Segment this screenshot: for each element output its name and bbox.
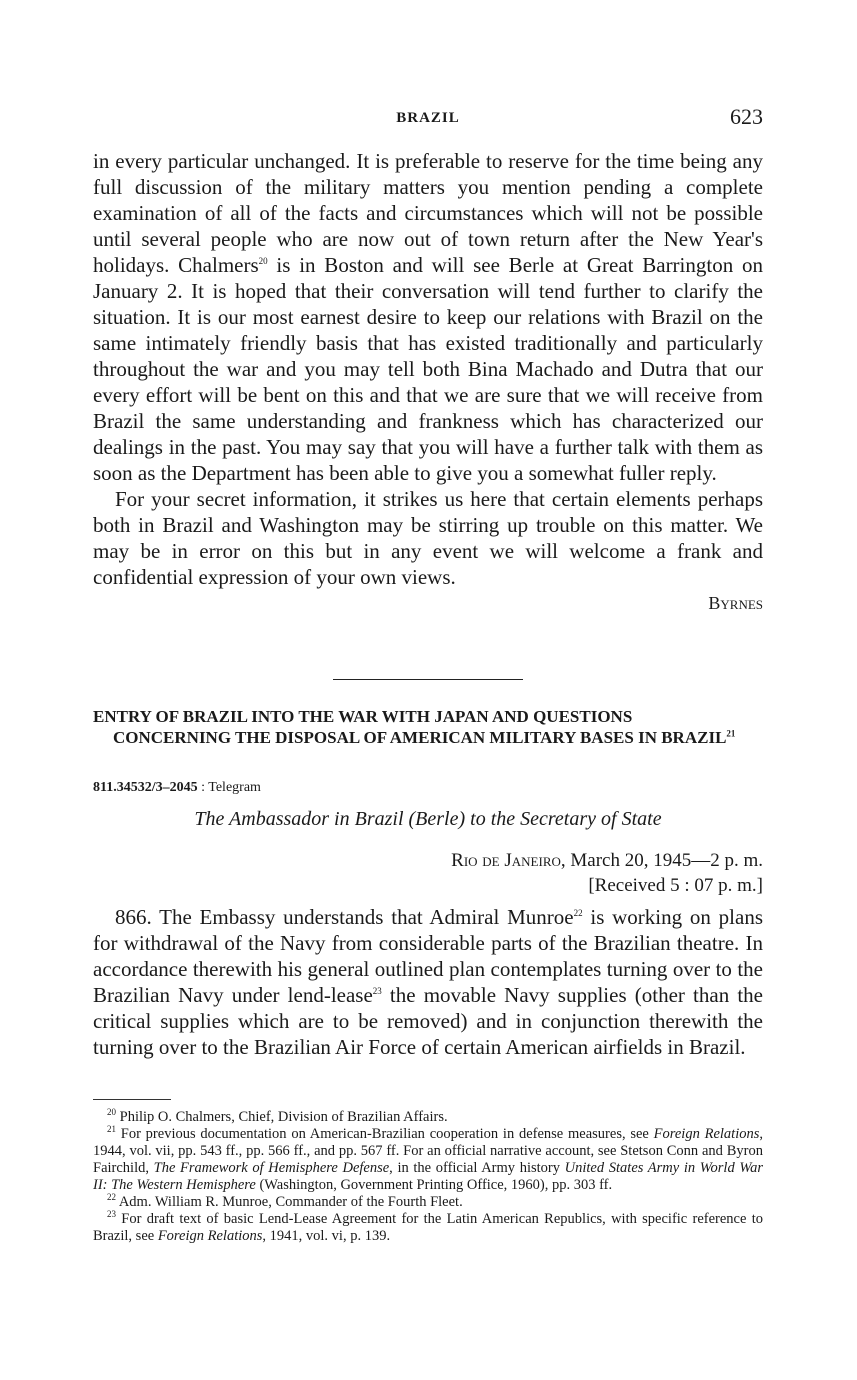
dateline [451,848,763,898]
footnote-rule [93,1099,171,1100]
section-heading [93,706,763,748]
received-time: [Received 5 : 07 p. m.] [588,875,763,896]
telegram-text-c: the movable Navy supplies (other than the critical supplies which are to be removed) and in conjunction therewith the turning over to the Brazilian Air Force of certain American airfields in Brazil. [93,983,763,1059]
footnote-20 [93,1109,763,1126]
footnote-21-text-d: (Washington, Government Printing Office, 1960), pp. 303 ff. [255,1177,613,1193]
footnote-21-text-b: , 1944, vol. vii, pp. 543 ff., pp. 566 ff., and pp. 567 ff. For an official narrative account, see Stetson Conn and Byron Fairchild, [93,1126,763,1176]
section-heading-line1: ENTRY OF BRAZIL INTO THE WAR WITH JAPAN AND QUESTIONS [93,707,633,726]
date: March 20, 1945—2 p. m. [565,850,763,871]
running-head: BRAZIL [396,110,460,126]
section-divider [333,679,523,680]
footnote-23-title: Foreign Relations [157,1228,263,1244]
page-number: 623 [730,104,763,129]
footnote-21-title-3: United States Army in World War II: The Western Hemisphere [93,1160,763,1193]
footnote-20-text: Philip O. Chalmers, Chief, Division of Brazilian Affairs. [116,1109,448,1125]
footnote-22-number: 22 [107,1192,116,1203]
telegram-text-b: is working on plans for withdrawal of the Navy from considerable parts of the Brazilian theatre. In accordance therewith his general outlined plan contemplates turning over to the Brazilian Navy under lend-lease [93,905,764,1007]
footnote-ref-22[interactable]: 22 [573,908,583,918]
place-date [451,848,763,873]
footnote-21-text-c: , in the official Army history [389,1160,565,1176]
telegram-text-a: 866. The Embassy understands that Admiral Munroe [115,905,574,929]
file-reference [93,780,261,796]
signature: Byrnes [708,593,763,613]
document-title: The Ambassador in Brazil (Berle) to the Secretary of State [194,808,662,830]
telegram-paragraph [93,904,763,1060]
footnote-23-text-b: , 1941, vol. vi, p. 139. [262,1228,391,1244]
footnote-22-text: Adm. William R. Munroe, Commander of the Fourth Fleet. [116,1194,463,1210]
footnote-ref-21[interactable]: 21 [726,728,736,739]
paragraph-1 [93,148,763,486]
footnote-23 [93,1211,763,1245]
paragraph-1-text: in every particular unchanged. It is preferable to reserve for the time being any full discussion of the military matters you mention pending a complete examination of all of the facts and circumstances which will not be possible until several people who are now out of town return after the New Year's holidays. Chalmers [93,149,763,277]
footnote-20-number: 20 [107,1107,116,1118]
footnote-22 [93,1194,763,1211]
paragraph-2: For your secret information, it strikes us here that certain elements perhaps both in Brazil and Washington may be stirring up trouble on this matter. We may be in error on this but in any event we will welcome a frank and confidential expression of your own views. [93,487,763,589]
page-header [93,104,763,134]
footnote-23-number: 23 [107,1209,116,1220]
footnote-21 [93,1126,763,1194]
body-text [93,148,763,616]
section-heading-rest-text: CONCERNING THE DISPOSAL OF AMERICAN MILITARY BASES IN BRAZIL [113,728,727,747]
footnote-21-number: 21 [107,1124,116,1135]
footnote-21-title-2: The Framework of Hemisphere Defense [153,1160,390,1176]
footnote-21-text-a: For previous documentation on American-Brazilian cooperation in defense measures, see [116,1126,654,1142]
footnotes [93,1109,763,1245]
file-type: : Telegram [197,780,261,795]
footnote-ref-23[interactable]: 23 [372,986,382,996]
footnote-23-text-a: For draft text of basic Lend-Lease Agreement for the Latin American Republics, with specific reference to Brazil, see [93,1211,763,1244]
telegram-body [93,904,763,1060]
section-heading-rest [93,727,763,748]
file-number: 811.34532/3–2045 [93,780,198,795]
place: Rio de Janeiro, [451,850,566,871]
paragraph-1-continued: is in Boston and will see Berle at Great Barrington on January 2. It is hoped that their conversation will tend further to clarify the situation. It is our most earnest desire to keep our relations with Brazil on the same intimately friendly basis that has existed traditionally and particularly throughout the war and you may tell both Bina Machado and Dutra that our every effort will be bent on this and that we are sure that we will receive from Brazil the same understanding and frankness which has characterized our dealings in the past. You may say that you will have a further talk with them as soon as the Department has been able to give you a somewhat fuller reply. [93,253,763,485]
footnote-21-title-1: Foreign Relations [653,1126,760,1142]
footnote-ref-20[interactable]: 20 [258,256,268,266]
